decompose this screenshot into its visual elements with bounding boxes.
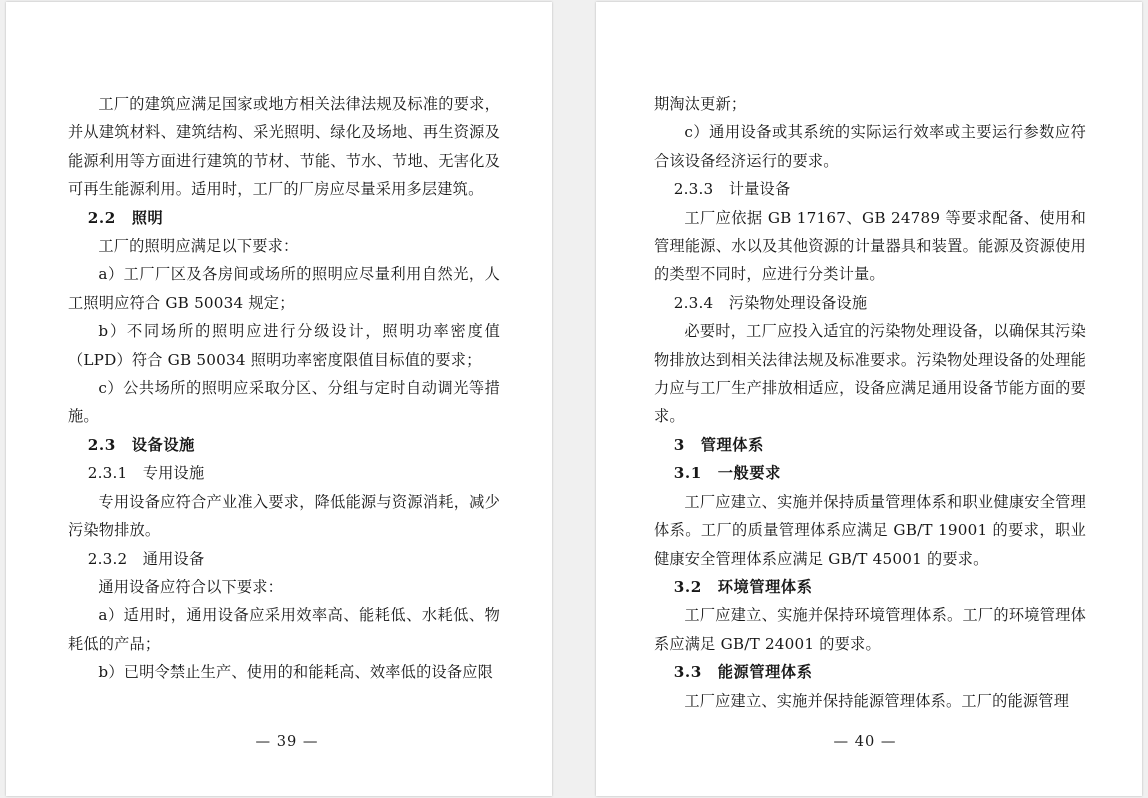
paragraph: 2.3 设备设施 [87, 435, 195, 454]
paragraph: 3.2 环境管理体系 [673, 577, 813, 596]
paragraph: c）通用设备或其系统的实际运行效率或主要运行参数应符合该设备经济运行的要求。 [654, 123, 1086, 170]
paragraph: 工厂应建立、实施并保持质量管理体系和职业健康安全管理体系。工厂的质量管理体系应满足 GB/T 19001 的要求，职业健康安全管理体系应满足 GB/T 45001 的要求。 [654, 492, 1086, 568]
page-right-body [654, 90, 1086, 716]
paragraph: a）适用时，通用设备应采用效率高、能耗低、水耗低、物耗低的产品； [68, 606, 500, 653]
page-left [6, 2, 552, 796]
paragraph: 2.3.1 专用设施 [87, 464, 205, 483]
paragraph: 3 管理体系 [673, 435, 764, 454]
paragraph: 期淘汰更新； [654, 95, 747, 113]
paragraph: 工厂的照明应满足以下要求： [98, 237, 299, 256]
page-right-number: — 40 — [833, 733, 897, 750]
paragraph: 2.3.2 通用设备 [87, 549, 205, 568]
paragraph: 工厂应建立、实施并保持环境管理体系。工厂的环境管理体系应满足 GB/T 24001 的要求。 [654, 606, 1086, 653]
paragraph: 通用设备应符合以下要求： [98, 577, 284, 596]
paragraph: 专用设备应符合产业准入要求，降低能源与资源消耗，减少污染物排放。 [68, 492, 500, 540]
paragraph: 3.3 能源管理体系 [673, 663, 813, 682]
page-left-number: — 39 — [255, 733, 319, 750]
paragraph: 工厂应建立、实施并保持能源管理体系。工厂的能源管理 [684, 691, 1070, 710]
paragraph: b）已明令禁止生产、使用的和能耗高、效率低的设备应限 [98, 663, 494, 682]
page-left-body [68, 90, 500, 716]
paragraph: 工厂的建筑应满足国家或地方相关法律法规及标准的要求，并从建筑材料、建筑结构、采光照明、绿化及场地、再生资源及能源利用等方面进行建筑的节材、节能、节水、节地、无害化及可再生能源利用。适用时，工厂的厂房应尽量采用多层建筑。 [68, 95, 500, 199]
paragraph: b）不同场所的照明应进行分级设计，照明功率密度值（LPD）符合 GB 50034 照明功率密度限值目标值的要求； [68, 322, 500, 369]
paragraph: 2.3.4 污染物处理设备设施 [673, 293, 868, 312]
paragraph: a）工厂厂区及各房间或场所的照明应尽量利用自然光，人工照明应符合 GB 50034 规定； [68, 265, 500, 312]
paragraph: 工厂应依据 GB 17167、GB 24789 等要求配备、使用和管理能源、水以及其他资源的计量器具和装置。能源及资源使用的类型不同时，应进行分类计量。 [654, 208, 1086, 284]
paragraph: 3.1 一般要求 [673, 464, 781, 483]
paragraph: 2.2 照明 [87, 208, 164, 227]
paragraph: c）公共场所的照明应采取分区、分组与定时自动调光等措施。 [68, 379, 500, 426]
paragraph: 2.3.3 计量设备 [673, 180, 791, 199]
page-right [596, 2, 1142, 796]
paragraph: 必要时，工厂应投入适宜的污染物处理设备，以确保其污染物排放达到相关法律法规及标准要求。污染物处理设备的处理能力应与工厂生产排放相适应，设备应满足通用设备节能方面的要求。 [654, 322, 1086, 426]
